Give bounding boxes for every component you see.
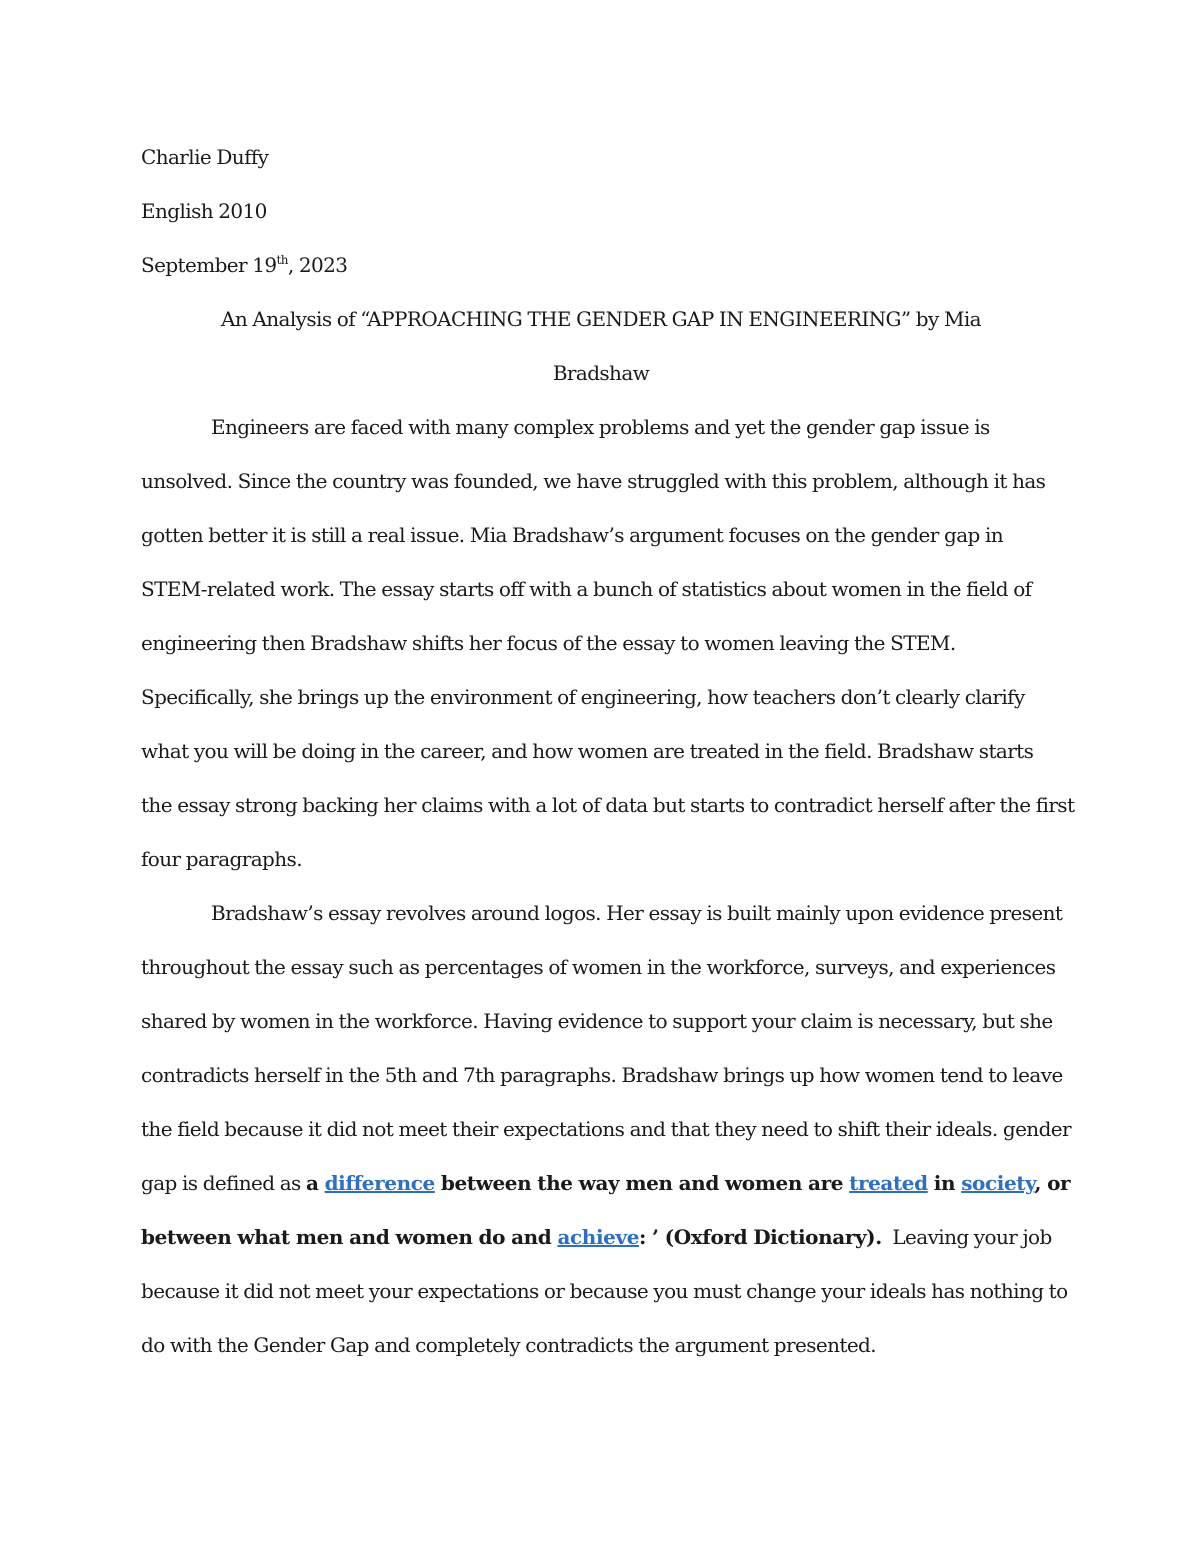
- date-year: , 2023: [287, 253, 348, 277]
- paragraph-1-line: four paragraphs.: [141, 847, 302, 871]
- link-society[interactable]: society: [961, 1171, 1035, 1195]
- definition-text: in: [927, 1171, 962, 1195]
- definition-text: between the way men and women are: [434, 1171, 850, 1195]
- definition-text: , or: [1034, 1171, 1071, 1195]
- course-name: English 2010: [141, 199, 267, 223]
- paragraph-2: [141, 886, 1071, 1372]
- paragraph-2-line: Bradshaw’s essay revolves around logos. Her essay is built mainly upon evidence present: [211, 901, 1063, 925]
- paragraph-2-line: throughout the essay such as percentages of women in the workforce, surveys, and experiences: [141, 955, 1056, 979]
- paragraph-2-line: do with the Gender Gap and completely contradicts the argument presented.: [141, 1333, 877, 1357]
- paragraph-1: [141, 400, 1075, 886]
- date-month-day: September 19: [141, 253, 277, 277]
- author-name: Charlie Duffy: [141, 145, 269, 169]
- essay-title: [141, 292, 1061, 400]
- paragraph-1-line: Engineers are faced with many complex problems and yet the gender gap issue is: [211, 415, 990, 439]
- definition-text: between what men and women do and: [141, 1225, 558, 1249]
- paragraph-2-line-definition-start: [141, 1156, 1071, 1210]
- link-difference[interactable]: difference: [324, 1171, 435, 1195]
- link-treated[interactable]: treated: [849, 1171, 928, 1195]
- essay-date: [141, 238, 1061, 292]
- paragraph-1-line: the essay strong backing her claims with a lot of data but starts to contradict herself after the first: [141, 793, 1075, 817]
- paragraph-2-line: shared by women in the workforce. Having evidence to support your claim is necessary, but she: [141, 1009, 1053, 1033]
- link-achieve[interactable]: achieve: [557, 1225, 640, 1249]
- paragraph-1-line: unsolved. Since the country was founded, we have struggled with this problem, although it has: [141, 469, 1046, 493]
- definition-text: a: [305, 1171, 325, 1195]
- paragraph-2-line: contradicts herself in the 5th and 7th paragraphs. Bradshaw brings up how women tend to leave: [141, 1063, 1063, 1087]
- paragraph-1-line: Specifically, she brings up the environment of engineering, how teachers don’t clearly clarify: [141, 685, 1025, 709]
- definition-citation: : ’ (Oxford Dictionary).: [639, 1225, 882, 1249]
- date-ordinal: th: [276, 253, 288, 267]
- paragraph-2-line: the field because it did not meet their expectations and that they need to shift their ideals. gender: [141, 1117, 1071, 1141]
- essay-title-line-2: Bradshaw: [552, 361, 650, 385]
- oxford-definition-cont: [141, 1225, 882, 1249]
- essay-title-line-1: An Analysis of “APPROACHING THE GENDER GAP IN ENGINEERING” by Mia: [221, 307, 981, 331]
- paragraph-1-line: what you will be doing in the career, and how women are treated in the field. Bradshaw starts: [141, 739, 1034, 763]
- oxford-definition: [306, 1171, 1070, 1195]
- paragraph-1-line: gotten better it is still a real issue. Mia Bradshaw’s argument focuses on the gender gap in: [141, 523, 1004, 547]
- definition-lead-in: gap is defined as: [141, 1171, 306, 1195]
- essay-body: [141, 130, 1075, 1372]
- paragraph-2-line: because it did not meet your expectations or because you must change your ideals has nothing to: [141, 1279, 1068, 1303]
- paragraph-1-line: STEM-related work. The essay starts off with a bunch of statistics about women in the field of: [141, 577, 1032, 601]
- paragraph-1-line: engineering then Bradshaw shifts her focus of the essay to women leaving the STEM.: [141, 631, 956, 655]
- paragraph-2-line-definition-end: [141, 1210, 1061, 1264]
- definition-follow-on: Leaving your job: [881, 1225, 1052, 1249]
